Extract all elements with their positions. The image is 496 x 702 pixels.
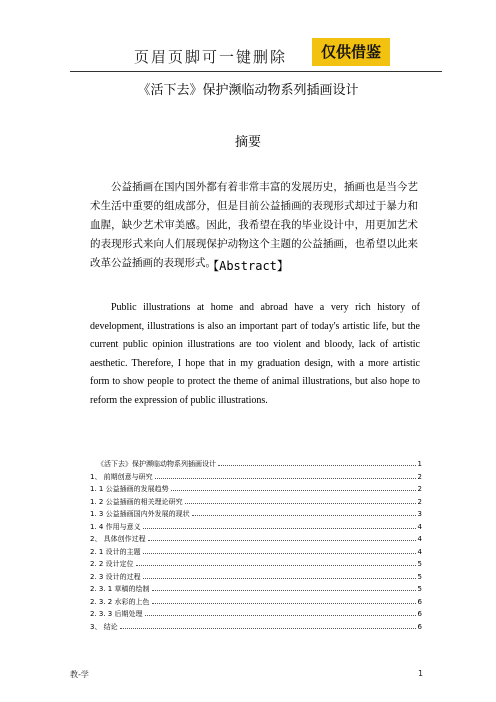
toc-leader-dots	[192, 515, 416, 516]
toc-entry-page: 4	[417, 547, 422, 556]
toc-entry-page: 3	[417, 510, 422, 518]
toc-entry-page: 4	[417, 522, 422, 531]
toc-entry[interactable]	[90, 597, 422, 610]
toc-entry[interactable]	[90, 484, 422, 497]
toc-entry-title: 1. 4 作用与意义	[90, 522, 141, 531]
toc-entry-page: 6	[417, 622, 422, 631]
toc-leader-dots	[218, 465, 416, 466]
document-title: 《活下去》保护濒临动物系列插画设计	[137, 83, 359, 98]
toc-leader-dots	[185, 503, 416, 504]
toc-entry[interactable]	[90, 509, 422, 522]
toc-entry-page: 5	[417, 585, 422, 593]
toc-entry[interactable]	[90, 584, 422, 597]
toc-entry-title: 1、 前期创意与研究	[90, 472, 153, 481]
toc-entry-title: 2. 3 设计的过程	[90, 572, 141, 581]
toc-entry-title: 2. 1 设计的主题	[90, 547, 141, 556]
abstract-english-heading: 【Abstract】	[207, 259, 289, 273]
toc-entry[interactable]	[90, 497, 422, 510]
toc-leader-dots	[155, 478, 416, 479]
toc-entry[interactable]	[90, 609, 422, 622]
toc-entry-title: 1. 2 公益插画的相关理论研究	[90, 497, 183, 506]
toc-leader-dots	[152, 590, 416, 591]
toc-leader-dots	[143, 578, 416, 579]
toc-entry[interactable]	[90, 459, 422, 472]
toc-leader-dots	[145, 615, 416, 616]
toc-entry-title: 2. 3. 3 后期处理	[90, 610, 143, 618]
toc-entry[interactable]	[90, 572, 422, 585]
toc-entry[interactable]	[90, 472, 422, 485]
header-divider	[70, 71, 442, 72]
toc-entry[interactable]	[90, 622, 422, 635]
toc-leader-dots	[136, 565, 416, 566]
toc-entry-page: 6	[417, 597, 422, 606]
abstract-heading: 摘要	[234, 135, 261, 150]
footer-page-number: 1	[418, 669, 424, 678]
toc-leader-dots	[120, 628, 416, 629]
toc-entry-title: 3、 结论	[90, 622, 118, 631]
footer-label: 教-学	[70, 670, 89, 679]
toc-leader-dots	[143, 553, 416, 554]
toc-entry-page: 6	[417, 610, 422, 618]
toc-entry-title: 《活下去》保护濒临动物系列插画设计	[97, 460, 216, 468]
toc-entry[interactable]	[90, 534, 422, 547]
toc-entry-page: 2	[417, 497, 422, 506]
toc-entry-title: 2. 3. 2 水彩的上色	[90, 597, 150, 606]
header-badge: 仅供借鉴	[312, 38, 390, 66]
toc-entry-title: 2. 3. 1 草稿的绘制	[90, 585, 150, 593]
table-of-contents	[90, 459, 422, 634]
toc-entry-title: 1. 1 公益插画的发展趋势	[90, 485, 169, 493]
page-header-text: 页眉页脚可一键删除	[134, 48, 288, 66]
toc-entry-page: 2	[417, 485, 422, 493]
toc-leader-dots	[148, 540, 416, 541]
toc-entry-page: 5	[417, 560, 422, 568]
toc-entry-title: 2. 2 设计定位	[90, 560, 134, 568]
toc-entry-page: 1	[417, 460, 422, 468]
toc-entry-title: 1. 3 公益插画国内外发展的现状	[90, 510, 190, 518]
toc-entry[interactable]	[90, 559, 422, 572]
toc-entry-page: 4	[417, 535, 422, 543]
toc-entry-page: 5	[417, 572, 422, 581]
toc-entry-title: 2、 具体创作过程	[90, 535, 146, 543]
abstract-chinese-paragraph: 公益插画在国内国外都有着非常丰富的发展历史，插画也是当今艺术生活中重要的组成部分，但是目前公益插画的表现形式却过于暴力和血腥，缺少艺术审美感。因此，我希望在我的毕业设计中，用更加艺术的表现形式来向人们展现保护动物这个主题的公益插画，也希望以此来改革公益插画的表现形式。	[90, 181, 418, 269]
toc-leader-dots	[171, 490, 416, 491]
toc-entry[interactable]	[90, 522, 422, 535]
toc-entry[interactable]	[90, 547, 422, 560]
toc-entry-page: 2	[417, 472, 422, 481]
toc-leader-dots	[152, 603, 416, 604]
abstract-english-paragraph: Public illustrations at home and abroad have a very rich history of development, illustrations is also an important part of today's artistic life, but the current public opinion illustrations are too violent and bloody, lack of artistic aesthetic. Therefore, I hope that in my graduation design, with a more artistic form to show people to protect the theme of animal illustrations, but also hope to reform the expression of public illustrations.	[90, 302, 420, 406]
toc-leader-dots	[143, 528, 416, 529]
